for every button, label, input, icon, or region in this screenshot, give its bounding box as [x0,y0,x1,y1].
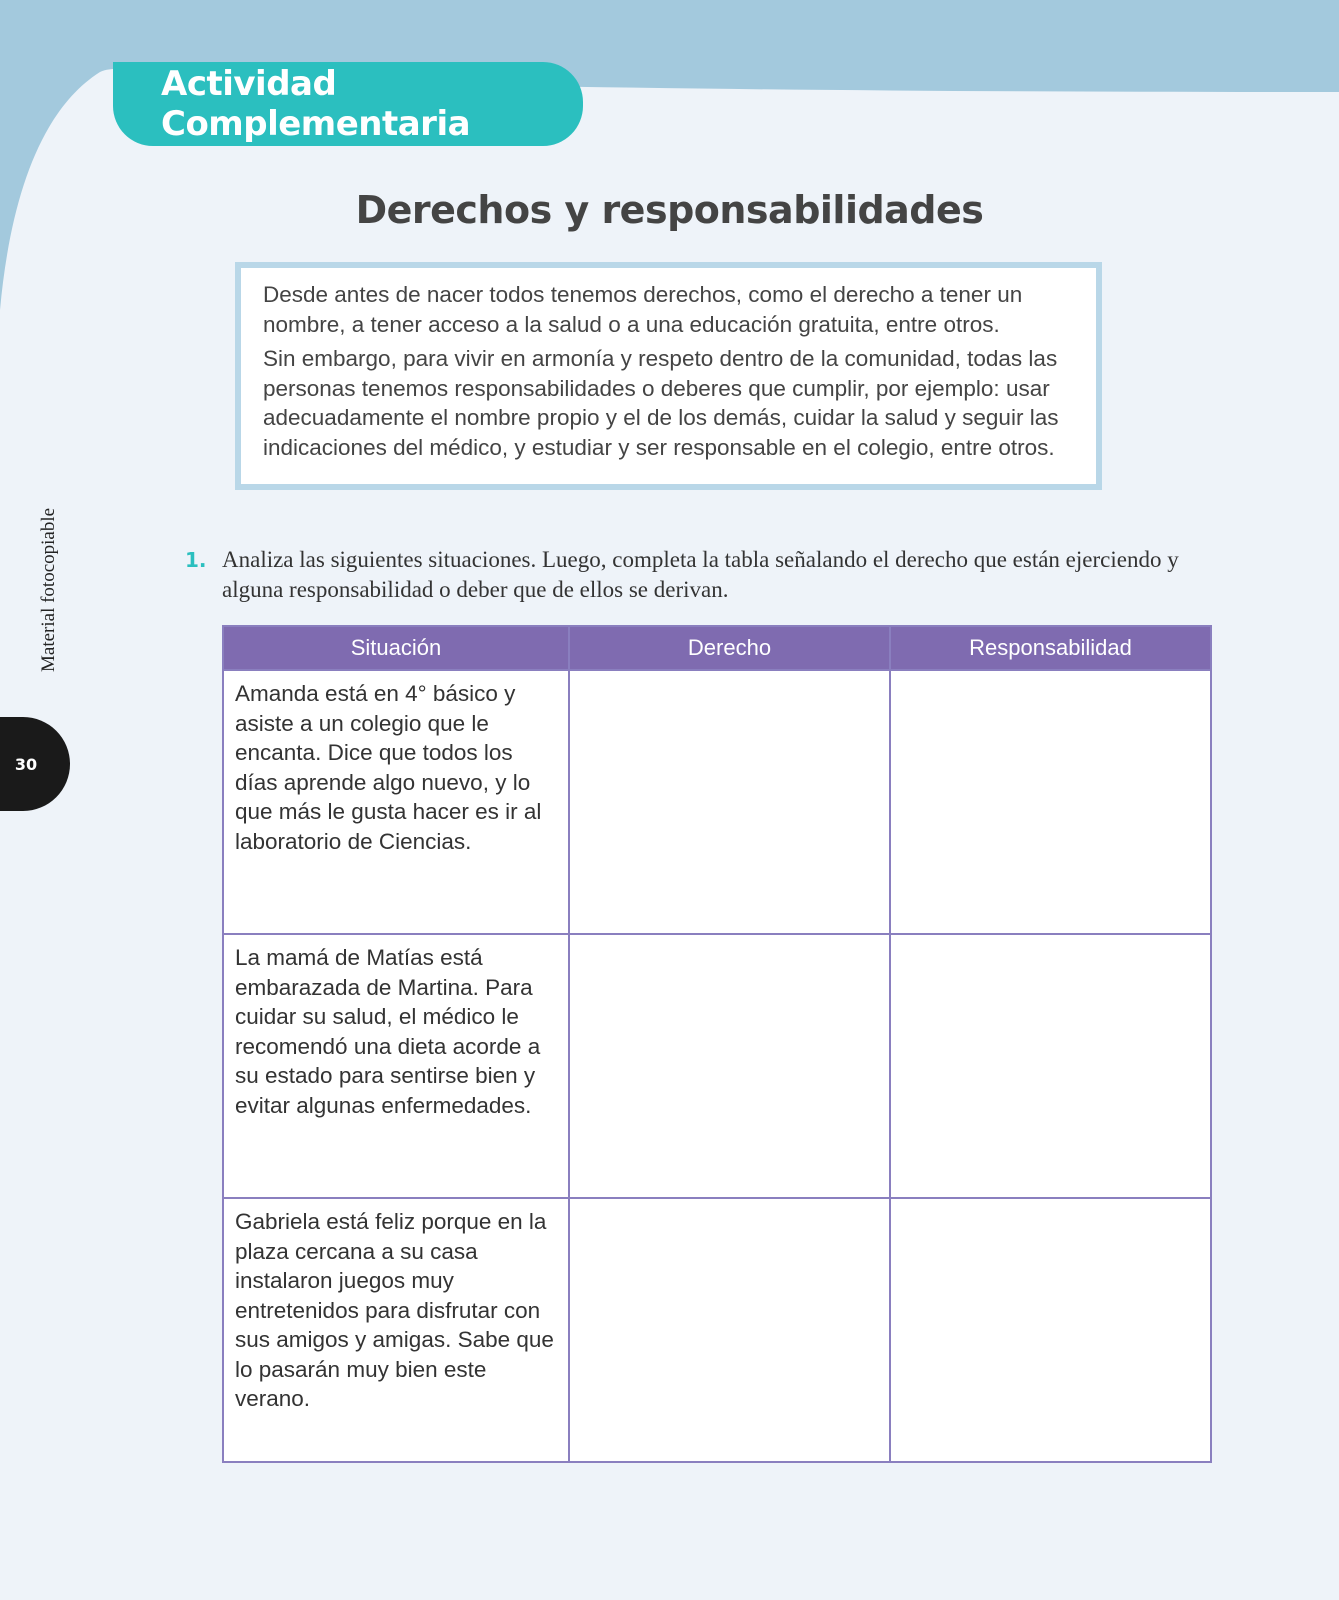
derecho-answer-cell[interactable] [569,934,890,1198]
page-number: 30 [14,754,38,774]
side-label: Material fotocopiable [38,507,59,672]
table-row [223,670,1211,934]
question-text: Analiza las siguientes situaciones. Luego, completa la tabla señalando el derecho que están ejerciendo y alguna responsabilidad o deber que de ellos se derivan. [222,547,1179,602]
responsabilidad-answer-cell[interactable] [890,670,1211,934]
page-title: Derechos y responsabilidades [355,188,984,232]
responsabilidad-answer-cell[interactable] [890,1198,1211,1462]
question-number: 1. [185,548,207,572]
intro-paragraph-2: Sin embargo, para vivir en armonía y respeto dentro de la comunidad, todas las personas tenemos responsabilidades o deberes que cumplir, por ejemplo: usar adecuadamente el nombre propio y el de los demás, cuidar la salud y seguir las indicaciones del médico, y estudiar y ser responsable en el colegio, entre otros. [263,346,1059,460]
intro-box [235,262,1102,490]
page-number-tab [0,717,70,811]
situation-cell: Gabriela está feliz porque en la plaza cercana a su casa instalaron juegos muy entretenidos para disfrutar con sus amigos y amigas. Sabe que lo pasarán muy bien este verano. [223,1198,569,1462]
header-responsabilidad: Responsabilidad [890,626,1211,670]
table-row [223,1198,1211,1462]
activity-table [222,625,1212,1463]
responsabilidad-answer-cell[interactable] [890,934,1211,1198]
header-situacion: Situación [223,626,569,670]
question [185,545,1185,605]
table-header-row [223,626,1211,670]
situation-cell: Amanda está en 4° básico y asiste a un colegio que le encanta. Dice que todos los días aprende algo nuevo, y lo que más le gusta hacer es ir al laboratorio de Ciencias. [223,670,569,934]
table-row [223,934,1211,1198]
intro-paragraph-1: Desde antes de nacer todos tenemos derechos, como el derecho a tener un nombre, a tener acceso a la salud o a una educación gratuita, entre otros. [263,282,1023,337]
derecho-answer-cell[interactable] [569,670,890,934]
derecho-answer-cell[interactable] [569,1198,890,1462]
activity-header-tab [113,62,583,146]
header-derecho: Derecho [569,626,890,670]
situation-cell: La mamá de Matías está embarazada de Martina. Para cuidar su salud, el médico le recomendó una dieta acorde a su estado para sentirse bien y evitar algunas enfermedades. [223,934,569,1198]
activity-label: Actividad Complementaria [161,64,471,144]
